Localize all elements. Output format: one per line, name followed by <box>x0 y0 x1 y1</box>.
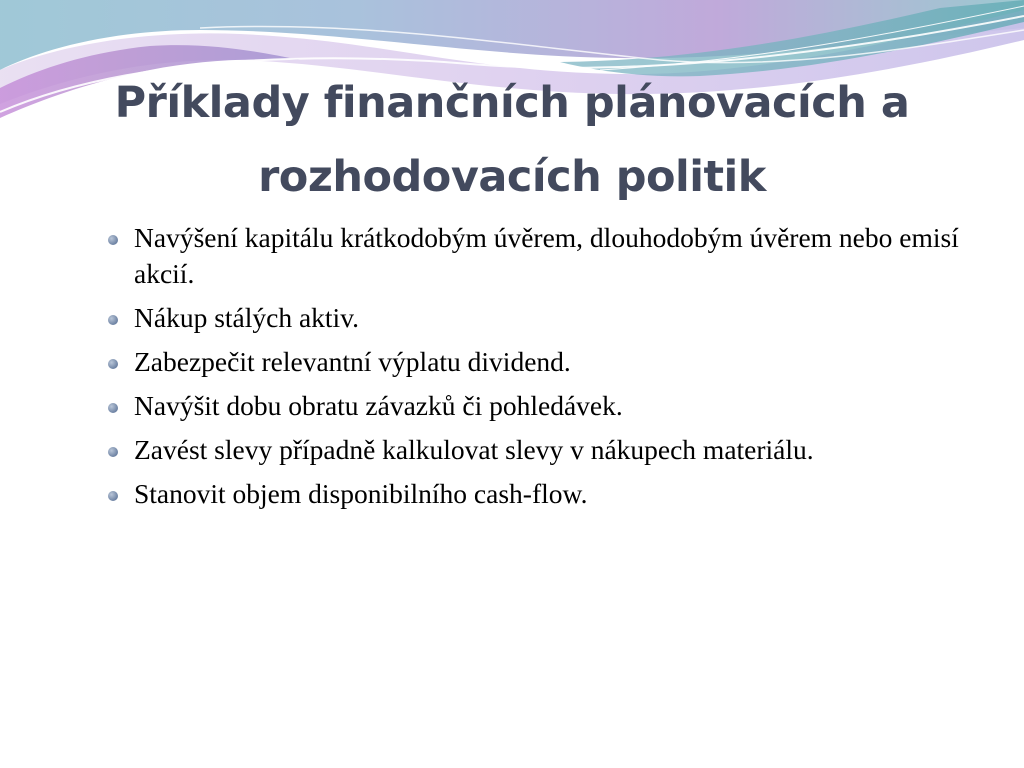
bullet-text: Nákup stálých aktiv. <box>134 302 360 333</box>
round-bullet-icon <box>108 491 118 501</box>
bullet-item-cash-flow <box>104 476 964 512</box>
bullet-item-turnover <box>104 388 964 424</box>
round-bullet-icon <box>108 403 118 413</box>
bullet-list <box>104 220 964 520</box>
bullet-item-dividends <box>104 344 964 380</box>
bullet-item-capital <box>104 220 964 292</box>
slide-title-line-2: rozhodovacích politik <box>258 152 766 202</box>
slide-title-line-1: Příklady finančních plánovacích a <box>114 78 910 128</box>
bullet-text: Navýšit dobu obratu závazků či pohledávek. <box>134 390 623 421</box>
round-bullet-icon <box>108 359 118 369</box>
bullet-text: Zavést slevy případně kalkulovat slevy v nákupech materiálu. <box>134 434 814 465</box>
round-bullet-icon <box>108 235 118 245</box>
bullet-text: Zabezpečit relevantní výplatu dividend. <box>134 346 571 377</box>
round-bullet-icon <box>108 315 118 325</box>
round-bullet-icon <box>108 447 118 457</box>
slide-title <box>60 66 964 214</box>
bullet-text: Navýšení kapitálu krátkodobým úvěrem, dlouhodobým úvěrem nebo emisí akcií. <box>134 222 959 289</box>
bullet-item-fixed-assets <box>104 300 964 336</box>
bullet-item-discounts <box>104 432 964 468</box>
bullet-text: Stanovit objem disponibilního cash-flow. <box>134 478 588 509</box>
